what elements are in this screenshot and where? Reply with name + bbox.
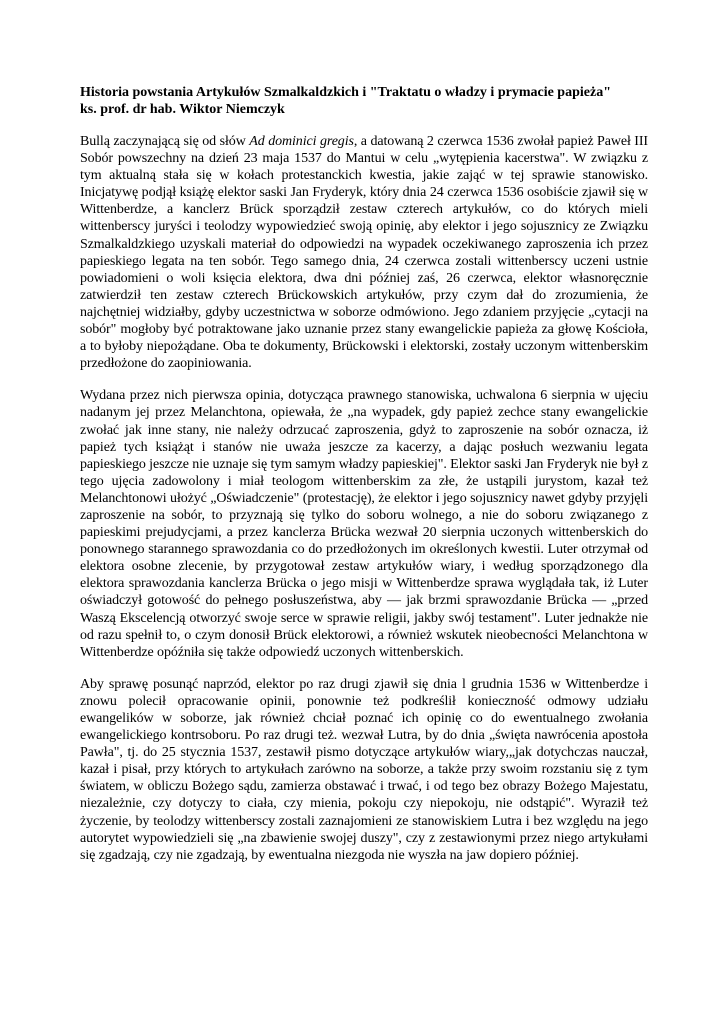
document-page (80, 84, 648, 879)
document-author: ks. prof. dr hab. Wiktor Niemczyk (80, 102, 285, 117)
document-title: Historia powstania Artykułów Szmalkaldzkich i "Traktatu o władzy i prymacie papieża" (80, 85, 611, 100)
paragraph-1-text-after: , a datowaną 2 czerwca 1536 zwołał papież Paweł III Sobór powszechny na dzień 23 maja 1537 do Mantui w celu „wytępienia kacerstwa". W związku z tym aktualną stała się w kołach protestanckich kwestia, jakie zająć w tej sprawie stanowisko. Inicjatywę podjął książę elektor saski Jan Fryderyk, który dnia 24 czerwca 1536 osobiście zjawił się w Wittenberdze, a kanclerz Brück sporządził zestaw czterech artykułów, co do których mieli wittenberscy juryści i teolodzy wypowiedzieć swoją opinię, aby elektor i jego sojusznicy ze Związku Szmalkaldzkiego uzyskali materiał do odpowiedzi na wypadek oczekiwanego zaproszenia ich przez papieskiego legata na ten sobór. Tego samego dnia, 24 czerwca zostali wittenberscy uczeni ustnie powiadomieni o woli księcia elektora, dwa dni później zaś, 26 czerwca, elektor własnoręcznie zatwierdził ten zestaw czterech Brückowskich artykułów, przy czym dał do zrozumienia, że najchętniej widziałby, gdyby uczestnictwa w soborze odmówiono. Jego zdaniem przyjęcie „cytacji na sobór" mogłoby być potraktowane jako uznanie przez stany ewangelickie papieża za głowę Kościoła, a to byłoby niepożądane. Oba te dokumenty, Brückowski i elektorski, zostały uczonym wittenberskim przedłożone do zaopiniowania. (80, 134, 648, 372)
paragraph-3: Aby sprawę posunąć naprzód, elektor po raz drugi zjawił się dnia l grudnia 1536 w Wittenberdze i znowu polecił opracowanie opinii, ponownie też podkreślił konieczność odmowy udziału ewangelików w soborze, jak również chciał poznać ich opinię co do ewentualnego zwołania ewangelickiego kontrsoboru. Po raz drugi też. wezwał Lutra, by do dnia „święta nawrócenia apostoła Pawła", tj. do 25 stycznia 1537, zestawił pismo dotyczące artykułów wiary,„jak dotychczas nauczał, kazał i pisał, przy których to artykułach zarówno na soborze, a także przy swoim rozstaniu się z tym światem, w obliczu Bożego sądu, zamierza obstawać i trwać, i od tego bez obrazy Bożego Majestatu, niezależnie, czy dotyczy to ciała, czy mienia, pokoju czy niepokoju, nie odstąpić". Wyraził też życzenie, by teolodzy wittenberscy zostali zaznajomieni ze stanowiskiem Lutra i bez względu na jego autorytet wypowiedzieli się „na zbawienie swojej duszy", czy z zestawionymi przez niego artykułami się zgadzają, czy nie zgadzają, by ewentualna niezgoda nie wyszła na jaw dopiero później. (80, 676, 648, 863)
paragraph-2: Wydana przez nich pierwsza opinia, dotycząca prawnego stanowiska, uchwalona 6 sierpnia w ujęciu nadanym jej przez Melanchtona, opiewała, że „na wypadek, gdy papież zechce stany ewangelickie zwołać jak inne stany, nie należy odrzucać zaproszenia, gdyż to zaproszenie na sobór oznacza, iż papież tych książąt i stanów nie uważa jeszcze za kacerzy, a dając posłuch wezwaniu legata papieskiego jeszcze nie uznaje się tym samym władzy papieskiej". Elektor saski Jan Fryderyk nie był z tego ujęcia zadowolony i miał teologom wittenberskim za złe, że ustąpili jurystom, kazał też Melanchtonowi ułożyć „Oświadczenie" (protestację), że elektor i jego sojusznicy nawet gdyby przyjęli zaproszenie na sobór, to przyznają się tylko do soboru wolnego, a nie do soboru związanego z papieskimi prejudycjami, a przez kanclerza Brücka wezwał 20 sierpnia uczonych wittenberskich do ponownego starannego sprawozdania co do przedłożonych im określonych kwestii. Luter otrzymał od elektora osobne zlecenie, by przygotował zestaw artykułów wiary, i według sporządzonego dla elektora sprawozdania kanclerza Brücka o jego misji w Wittenberdze sprawa wyglądała tak, iż Luter oświadczył gotowość do pełnego posłuszeństwa, aby — jak brzmi sprawozdanie Brücka — „przed Waszą Ekscelencją otworzyć swoje serce w sprawie religii, jakby swój testament". Luter jednakże nie od razu spełnił to, o czym donosił Brück elektorowi, a również wskutek nieobecności Melanchtona w Wittenberdze opóźniła się także odpowiedź uczonych wittenberskich. (80, 388, 648, 660)
paragraph-1-italic-title: Ad dominici gregis (249, 134, 354, 149)
paragraph-1-text-before: Bullą zaczynającą się od słów (80, 134, 250, 149)
paragraph-1 (80, 133, 648, 372)
document-header (80, 84, 648, 118)
